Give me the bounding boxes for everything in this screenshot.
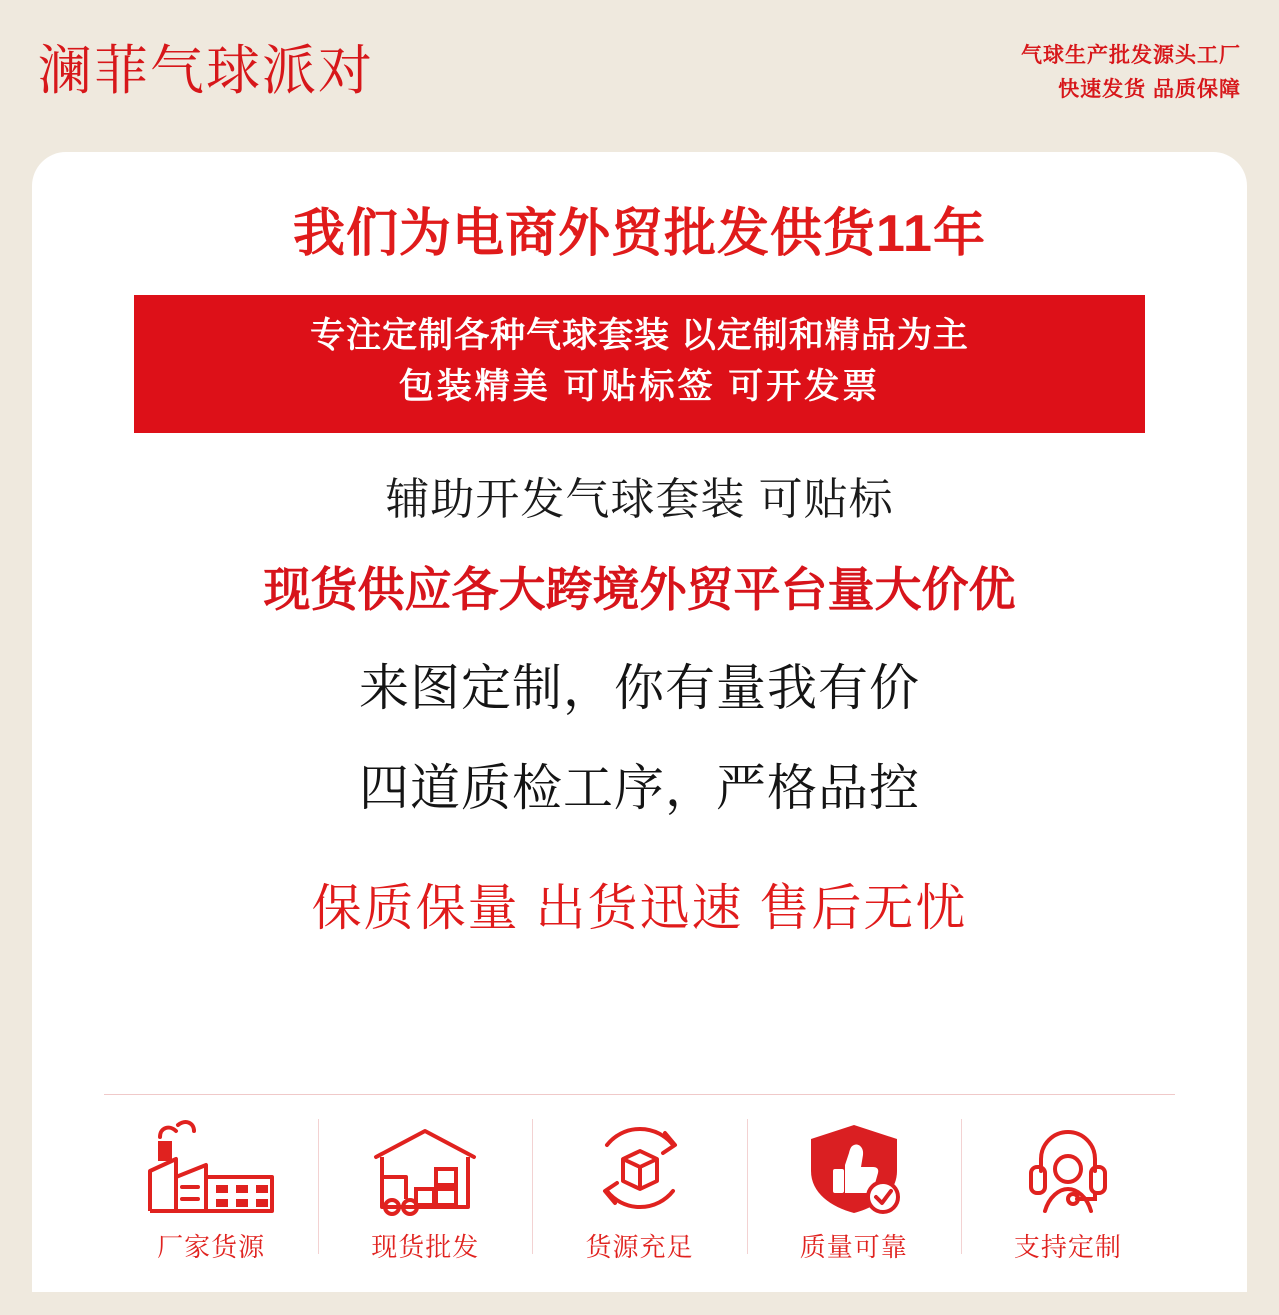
feature-label: 支持定制 — [1013, 1232, 1122, 1262]
subheadline-5: 保质保量 出货迅速 售后无忧 — [311, 879, 968, 936]
header-taglines — [1021, 39, 1241, 112]
feature-item — [961, 1113, 1175, 1264]
subheadline-2: 现货供应各大跨境外贸平台量大价优 — [263, 562, 1016, 616]
feature-item — [104, 1113, 318, 1264]
box-recycle-icon — [565, 1113, 715, 1221]
feature-label: 货源充足 — [585, 1232, 694, 1262]
highlight-banner — [134, 295, 1145, 433]
subheadline-1: 辅助开发气球套装 可贴标 — [385, 474, 894, 524]
headline: 我们为电商外贸批发供货11年 — [293, 205, 986, 263]
feature-label: 质量可靠 — [799, 1232, 908, 1262]
feature-item — [747, 1113, 961, 1264]
feature-strip — [104, 1094, 1175, 1264]
highlight-banner-line-2: 包装精美 可贴标签 可开发票 — [398, 366, 881, 406]
subheadline-4: 四道质检工序，严格品控 — [359, 759, 920, 816]
feature-item — [318, 1113, 532, 1264]
factory-icon — [136, 1113, 286, 1221]
brand-title: 澜菲气球派对 — [38, 41, 374, 101]
feature-label: 现货批发 — [371, 1232, 480, 1262]
highlight-banner-line-1: 专注定制各种气球套装 以定制和精品为主 — [310, 316, 969, 355]
header-tagline-1: 气球生产批发源头工厂 — [1021, 44, 1241, 68]
shield-thumbsup-icon — [779, 1113, 929, 1221]
subheadline-3: 来图定制，你有量我有价 — [359, 659, 920, 716]
feature-label: 厂家货源 — [157, 1232, 266, 1262]
header-tagline-2: 快速发货 品质保障 — [1058, 78, 1241, 101]
feature-item — [532, 1113, 746, 1264]
warehouse-icon — [350, 1113, 500, 1221]
content-card — [32, 152, 1247, 1292]
page-header — [0, 0, 1279, 152]
headset-support-icon — [993, 1113, 1143, 1221]
